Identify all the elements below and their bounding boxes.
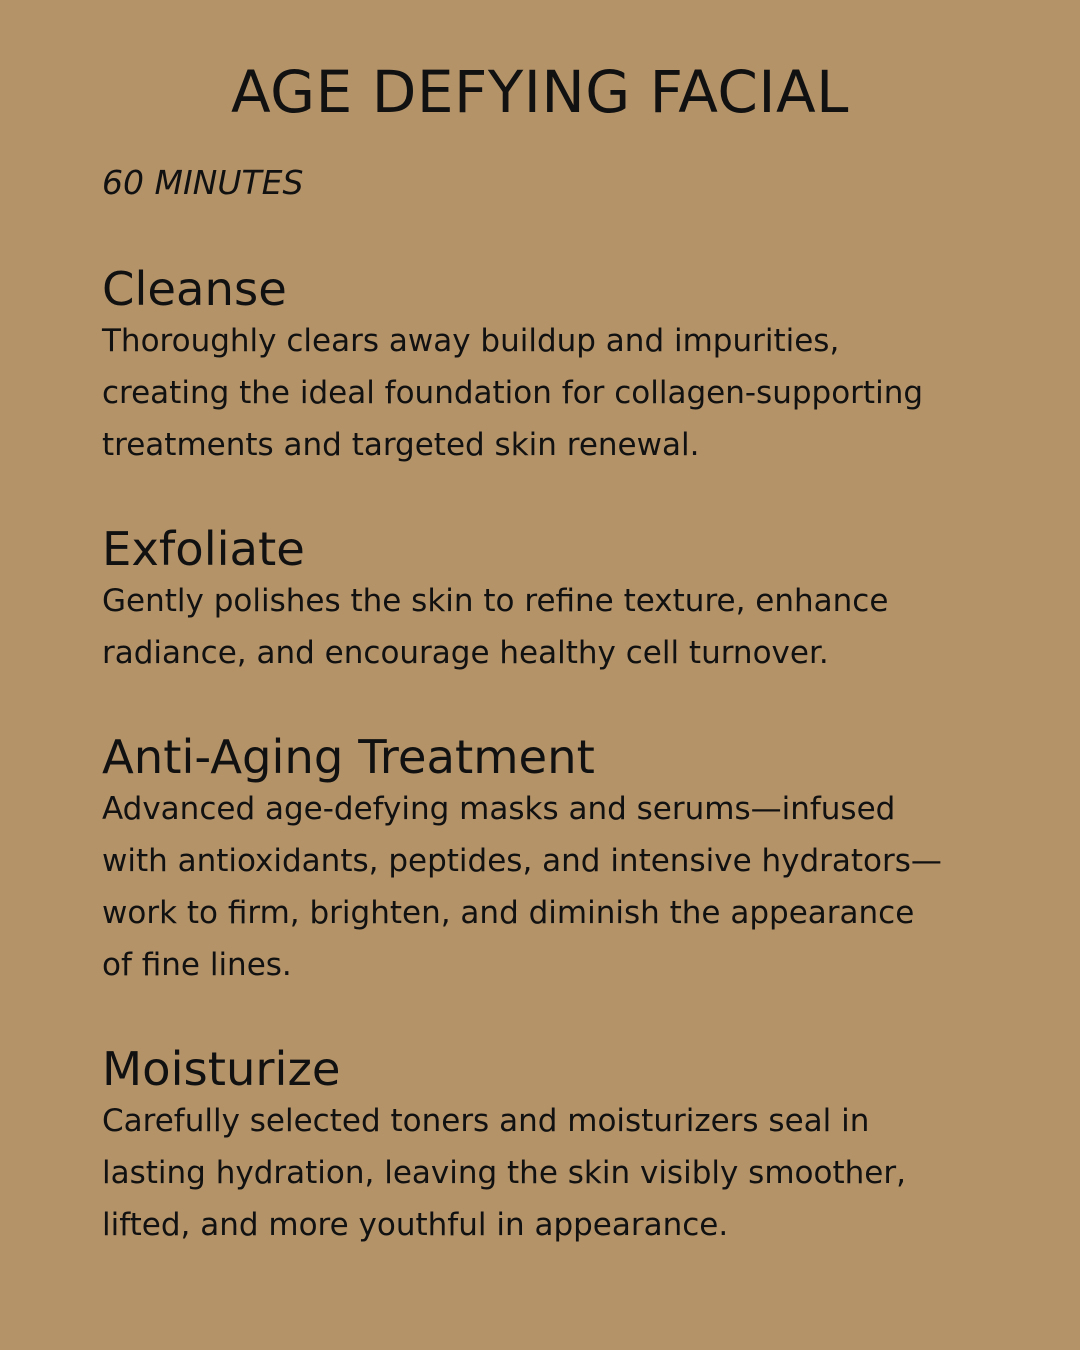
description-line: Carefully selected toners and moisturizers seal in bbox=[102, 1103, 870, 1139]
step-cleanse bbox=[102, 263, 982, 471]
step-description bbox=[102, 783, 982, 991]
description-line: of fine lines. bbox=[102, 947, 292, 983]
description-line: lifted, and more youthful in appearance. bbox=[102, 1207, 729, 1243]
step-exfoliate bbox=[102, 523, 982, 679]
description-line: treatments and targeted skin renewal. bbox=[102, 427, 700, 463]
description-line: radiance, and encourage healthy cell turnover. bbox=[102, 635, 829, 671]
description-line: Thoroughly clears away buildup and impurities, bbox=[102, 323, 840, 359]
step-anti-aging-treatment bbox=[102, 731, 982, 991]
step-description bbox=[102, 1095, 982, 1251]
duration-label: 60 MINUTES bbox=[102, 163, 304, 202]
step-moisturize bbox=[102, 1043, 982, 1251]
step-description bbox=[102, 315, 982, 471]
step-description bbox=[102, 575, 982, 679]
description-line: with antioxidants, peptides, and intensive hydrators— bbox=[102, 843, 942, 879]
step-title: Moisturize bbox=[102, 1042, 341, 1096]
step-title: Exfoliate bbox=[102, 522, 305, 576]
step-title: Anti-Aging Treatment bbox=[102, 730, 595, 784]
step-title: Cleanse bbox=[102, 262, 287, 316]
description-line: Gently polishes the skin to refine texture, enhance bbox=[102, 583, 889, 619]
description-line: lasting hydration, leaving the skin visibly smoother, bbox=[102, 1155, 906, 1191]
description-line: Advanced age-defying masks and serums—infused bbox=[102, 791, 896, 827]
page-title: AGE DEFYING FACIAL bbox=[231, 58, 849, 126]
description-line: work to firm, brighten, and diminish the appearance bbox=[102, 895, 915, 931]
description-line: creating the ideal foundation for collagen-supporting bbox=[102, 375, 924, 411]
